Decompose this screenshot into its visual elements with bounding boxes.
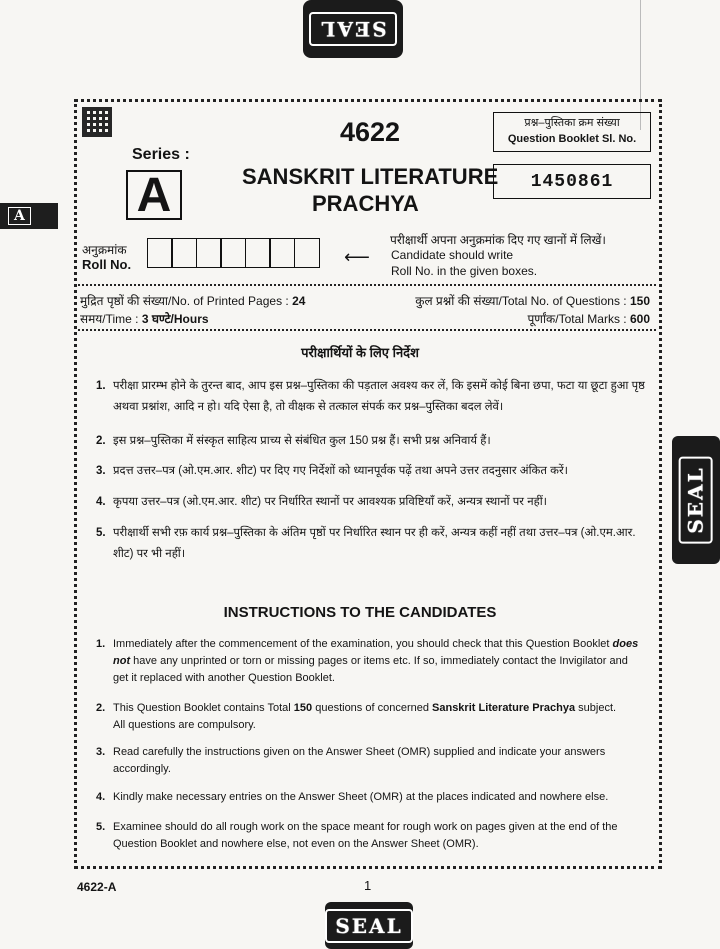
english-instructions-heading: INSTRUCTIONS TO THE CANDIDATES — [223, 604, 497, 621]
roll-digit-box[interactable] — [269, 238, 295, 268]
series-label: Series : — [132, 146, 190, 163]
roll-note-hindi: परीक्षार्थी अपना अनुक्रमांक दिए गए खानों में लिखें। — [390, 233, 606, 247]
seal-stamp-right: SEAL — [672, 436, 720, 564]
roll-note-english-line1: Candidate should write — [391, 248, 514, 262]
left-arrow-icon: ⟵ — [344, 247, 370, 267]
hindi-instruction-5: 5. परीक्षार्थी सभी रफ़ कार्य प्रश्न–पुस्तिका के अंतिम पृष्ठों पर निर्धारित स्थान पर ही करें, अन्यत्र कहीं नहीं तथा उत्तर–पत्र (ओ.एम.आर. शीट) पर भी नहीं। — [96, 527, 636, 560]
subject-title-line2: PRACHYA — [312, 191, 419, 216]
english-instruction-3: 3. Read carefully the instructions given on the Answer Sheet (OMR) supplied and indicate your answers accordingly. — [96, 746, 606, 775]
series-letter-box: A — [126, 170, 182, 220]
footer-paper-code: 4622-A — [77, 880, 117, 894]
roll-digit-box[interactable] — [147, 238, 173, 268]
roll-digit-box[interactable] — [196, 238, 222, 268]
english-instruction-5: 5. Examinee should do all rough work on the space meant for rough work on pages given at the end of the Question Booklet and nowhere else, not even on the Answer Sheet (OMR). — [96, 821, 618, 850]
hindi-instruction-3: 3. प्रदत्त उत्तर–पत्र (ओ.एम.आर. शीट) पर दिए गए निर्देशों को ध्यानपूर्वक पढ़ें तथा अपने उत्तर तदनुसार अंकित करें। — [96, 465, 569, 477]
roll-digit-box[interactable] — [294, 238, 320, 268]
english-instruction-1: 1. Immediately after the commencement of the examination, you should check that this Question Booklet does not have any unprinted or torn or missing pages or items etc. If so, immediately contact the Invigilator and get it replaced with another Question Booklet. — [96, 638, 639, 684]
hindi-instructions-heading: परीक्षार्थियों के लिए निर्देश — [301, 345, 419, 360]
qr-code-icon — [82, 107, 112, 137]
dotted-divider — [78, 284, 656, 286]
total-questions-info: कुल प्रश्नों की संख्या/Total No. of Questions : 150 — [415, 294, 650, 308]
series-side-tab: A — [0, 203, 58, 229]
roll-digit-box[interactable] — [171, 238, 197, 268]
roll-label-english: Roll No. — [82, 257, 132, 272]
page-number: 1 — [364, 878, 372, 893]
booklet-serial-number: 1450861 — [493, 164, 651, 199]
english-instruction-4: 4. Kindly make necessary entries on the Answer Sheet (OMR) at the places indicated and nowhere else. — [96, 791, 609, 803]
paper-code: 4622 — [340, 117, 401, 147]
time-info: समय/Time : 3 घण्टे/Hours — [80, 312, 209, 326]
english-instruction-2: 2. This Question Booklet contains Total 150 questions of concerned Sanskrit Literature Prachya subject. All questions are compulsory. — [96, 702, 617, 731]
printed-pages-info: मुद्रित पृष्ठों की संख्या/No. of Printed Pages : 24 — [80, 294, 306, 308]
seal-stamp-bottom: SEAL — [325, 902, 413, 949]
hindi-instruction-4: 4. कृपया उत्तर–पत्र (ओ.एम.आर. शीट) पर निर्धारित स्थानों पर आवश्यक प्रविष्टियाँ करें, अन्यत्र स्थानों पर नहीं। — [96, 496, 548, 508]
roll-note-english-line2: Roll No. in the given boxes. — [391, 264, 538, 278]
roll-digit-box[interactable] — [220, 238, 246, 268]
booklet-number-label-box — [493, 112, 651, 152]
roll-label-hindi: अनुक्रमांक — [82, 243, 127, 257]
hindi-instruction-1: 1. परीक्षा प्रारम्भ होने के तुरन्त बाद, आप इस प्रश्न–पुस्तिका की पड़ताल अवश्य कर लें, कि इसमें कोई बिना छपा, फटा या छूटा हुआ पृष्ठ अथवा प्रश्नांश, आदि न हो। यदि ऐसा है, तो वीक्षक से तत्काल संपर्क कर प्रश्न–पुस्तिका बदल लेवें। — [96, 380, 645, 413]
booklet-label-english: Question Booklet Sl. No. — [507, 133, 637, 145]
booklet-label-hindi: प्रश्न–पुस्तिका क्रम संख्या — [524, 117, 620, 129]
dotted-divider — [78, 329, 656, 331]
total-marks-info: पूर्णांक/Total Marks : 600 — [527, 312, 650, 326]
roll-number-boxes[interactable] — [148, 238, 320, 268]
seal-stamp-top: SEAL — [303, 0, 403, 58]
hindi-instruction-2: 2. इस प्रश्न–पुस्तिका में संस्कृत साहित्य प्राच्य से संबंधित कुल 150 प्रश्न हैं। सभी प्रश्न अनिवार्य हैं। — [96, 435, 491, 447]
roll-digit-box[interactable] — [245, 238, 271, 268]
subject-title-line1: SANSKRIT LITERATURE — [242, 164, 499, 189]
